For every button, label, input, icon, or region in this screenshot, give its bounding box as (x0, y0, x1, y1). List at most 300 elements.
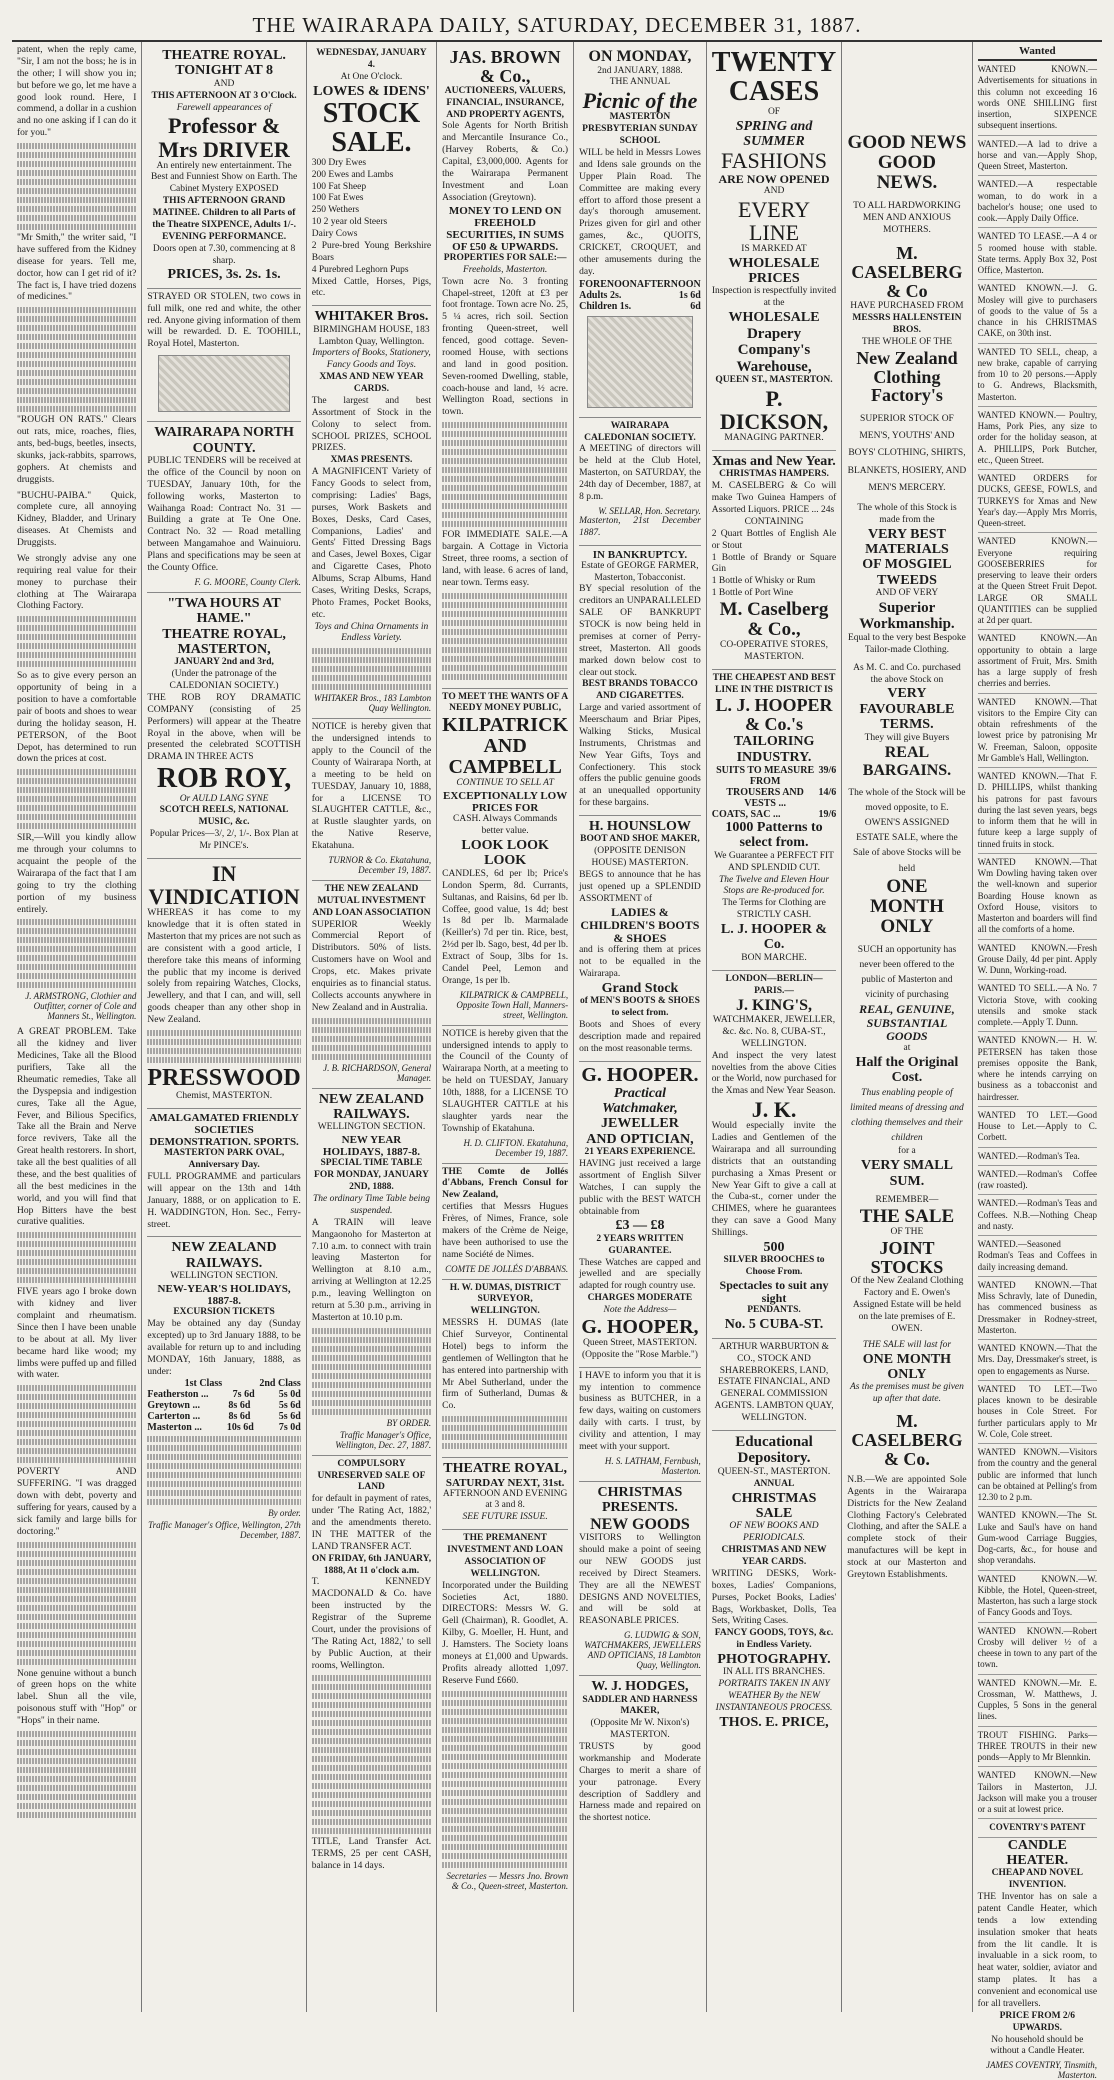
kilpatrick-ad (442, 689, 568, 1026)
ad-headline: New Zealand Clothing Factory's (856, 347, 958, 406)
ad-text: Estate of GEORGE FARMER, Masterton, Tobacconist. (581, 560, 699, 583)
ad-subtitle: VERY SMALL SUM. (860, 1158, 953, 1189)
signature: By order. (268, 1508, 301, 1519)
ad-subtitle: L. J. HOOPER & Co. (720, 922, 828, 953)
ad-subtitle: JEWELLER (601, 1116, 679, 1132)
ad-text: at (903, 1042, 911, 1053)
ad-headline: GOOD NEWS. (876, 151, 938, 193)
ad-text: M. CASELBERG & Co will make Two Guinea Hampers of Assorted Liquors. PRICE ... 24s (711, 481, 837, 516)
ad-text: Toys and China Ornaments in Endless Variety. (314, 621, 429, 644)
ad-title: IN BANKRUPTCY. (592, 548, 688, 561)
ad-text: And inspect the very latest novelties from the above Cities or the World, now purchased for the Xmas and New Year Season. (711, 1050, 837, 1097)
ad-subtitle: Practical Watchmaker, (602, 1085, 678, 1117)
fashions-ad (712, 45, 836, 451)
ad-subtitle: 500 (763, 1239, 785, 1255)
stock-sale-ad (312, 45, 431, 306)
ad-text: Chemist, MASTERTON. (176, 1091, 273, 1102)
ad-text: WILL be held in Messrs Lowes and Idens sale grounds on the Upper Plain Road. The Committee are making every effort to afford those present a day's thorough amusement. Prizes given for girl and other games, &c., QUOITS, CRICKET, CROQUET, and other amusements during the day. (579, 148, 701, 277)
article-text: patent, when the reply came, "Sir, I am not the boss; he is in the other; I will show you in; but before we go, let me have a good look round. Here, I commend, a dollar in a cushion and no one asking if I can do it for you." (17, 45, 137, 139)
ad-text: 2 YEARS WRITTEN GUARANTEE. (596, 1233, 684, 1256)
classified-item: WANTED TO SELL.—A No. 7 Victoria Stove, with cooking utensils and smoke stack complete.—Apply T. Dunn. (978, 980, 1097, 1032)
ad-text: BON MARCHE. (741, 952, 807, 963)
ad-text: A TRAIN will leave Mangaonoho for Masterton at 7.10 a.m. to connect with train leaving Masterton for Wellington at 8.10 a.m., arriving at Wellington at 12.25 p.m., leaving Wellington on return at 5.30 p.m., arriving in Masterton at 10.10 p.m. (311, 1217, 432, 1323)
ad-text: LONDON—BERLIN—PARIS.— (725, 973, 823, 996)
railways-holiday-ad (312, 1089, 431, 1456)
ad-text: CHRISTMAS HAMPERS. (719, 469, 829, 480)
ad-text: May be obtained any day (Sunday excepted) up to 3rd January 1888, to be available for return up to and including MONDAY, 16th January, 1888, as under: (147, 1319, 301, 1377)
ad-text: CHRISTMAS AND NEW YEAR CARDS. (721, 1545, 827, 1568)
ad-text: and is offering them at prices not to be equalled in the Wairarapa. (579, 945, 701, 979)
ad-text: (Opposite the "Rose Marble.") (581, 1349, 698, 1360)
investment-ad (312, 881, 431, 1089)
text-block (312, 648, 431, 690)
ad-text: An entirely new entertainment. The Best and Funniest Show on Earth. The Cabinet Mystery EXPOSED (150, 160, 298, 195)
list-item: 2 Quart Bottles of English Ale or Stout (711, 528, 837, 551)
classified-item: WANTED KNOWN.—That Wm Dowling having taken over the well-known and superior Boarding House known as Oxford House, visitors to Masterton and boarders will find all the comforts of a home. (978, 854, 1097, 940)
ad-text: N.B.—We are appointed Sole Agents in the Wairarapa Districts for the New Zealand Clothing Factory's Celebrated Clothing, and after the SALE a complete stock of their manufactures will be kept in stock at our Masterton and Greytown Establishments. (847, 1474, 967, 1580)
ad-text: NOTICE is hereby given that the undersigned intends to apply to the Council of the County of Wairarapa North, at a meeting to be held on TUESDAY, January 10, 1888, for a LICENSE TO SLAUGHTER CATTLE, &c., at Rustle slaughter yards, on the Native Reserve, Ekatahuna. (311, 722, 432, 852)
column-6 (707, 42, 842, 2012)
ad-title: H. W. DUMAS, DISTRICT SURVEYOR, WELLINGTON. (449, 1282, 561, 1317)
article-text: None genuine without a bunch of green hops on the white label. Shun all the vile, poisonous stuff with "Hop" or "Hops" in their name. (17, 1668, 137, 1726)
text-block (312, 1675, 431, 1834)
ad-text: Queen Street, MASTERTON. (583, 1337, 697, 1348)
section-heading: Wanted (978, 45, 1097, 61)
theatre-royal-notice (442, 1458, 568, 1530)
text-block (147, 1030, 300, 1063)
list-item: 300 Dry Ewes (311, 157, 367, 168)
ad-text: A MAGNIFICENT Variety of Fancy Goods to select from, comprising: Ladies' Bags, purses, Work Baskets and Boxes, Desks, Card Cases, Companions, Ladies' and Gents' Fitted Dressing Bags and Cases, Jewel Boxes, Cigar and Cigarette Cases, Photo Albums, Scrap Albums, Hand Cases, Writing Desks, Scraps, Photo Frames, Pocket Books, etc. (311, 467, 432, 620)
ad-text: TO ALL HARDWORKING MEN AND ANXIOUS MOTHERS. (853, 200, 961, 235)
ad-text: SADDLER AND HARNESS MAKER, (582, 1694, 698, 1717)
ad-text: SUPERIOR Weekly Commercial Report of Distributors. 50% of lists. Customers have on Wool and Crops, etc. Makes private enquiries as to financial status. Collects accounts anywhere in New Zealand and in Australia. (311, 919, 432, 1013)
ad-title: WAIRARAPA NORTH COUNTY. (154, 425, 294, 456)
ad-text: BEGS to announce that he has just opened up a SPLENDID ASSORTMENT of (579, 870, 701, 904)
ad-text: Freeholds, Masterton. (462, 264, 548, 275)
ad-text: CHARGES MODERATE (587, 1293, 693, 1304)
ad-text: 2nd JANUARY, 1888. (597, 65, 683, 76)
ad-subtitle: WHOLESALE PRICES (728, 255, 820, 287)
stock-list (312, 158, 431, 301)
signature: Traffic Manager's Office, Wellington, 27th December, 1887. (148, 1520, 301, 1541)
ad-text: IN ALL ITS BRANCHES. (722, 1667, 826, 1678)
friendly-societies-ad (147, 1109, 300, 1237)
ad-text: FULL PROGRAMME and particulars will appear on the 13th and 14th January, 1888, or on application to E. H. WADDINGTON, Hon. Sec., Ferry-street. (147, 1172, 301, 1230)
ad-headline: GOOD NEWS (847, 132, 967, 153)
ad-text: OF (767, 106, 781, 117)
ad-text: Farewell appearances of (176, 102, 272, 113)
ad-text: MESSRS H. DUMAS (late Chief Surveyor, Continental Hotel) begs to inform the gentlemen of Wellington that he has entered into partnership with Mr Abel Sutherland, under the firm of Sutherland, Dumas & Co. (442, 1318, 569, 1412)
compulsory-sale-ad (312, 1456, 431, 1878)
column-8 (973, 42, 1102, 2080)
classified-item: WANTED TO SELL, cheap, a new brake, capable of carrying from 10 to 20 persons.—Apply to G. Andrews, Blacksmith, Masterton. (978, 344, 1097, 407)
list-item: 4 Purebred Leghorn Pups (311, 264, 409, 275)
ad-title: COMPULSORY UNRESERVED SALE OF LAND (317, 1458, 426, 1493)
classified-item: WANTED KNOWN.— Poultry, Hams, Pork Pies, any size to order for the holiday season, at A. PHILLIPS, Pork Butcher, etc., Queen Street. (978, 407, 1097, 470)
ad-text: PROPERTIES FOR SALE:— (443, 252, 567, 263)
ad-text: WELLINGTON SECTION. (170, 1271, 278, 1282)
ad-subtitle: MONEY TO LEND ON FREEHOLD SECURITIES, IN SUMS OF £50 & UPWARDS. (446, 204, 564, 253)
classified-item: WANTED KNOWN.—That visitors to the Empire City can obtain refreshments of the lowest price by patronising Mr W. Freeman, Saloon, opposite Mr Gamble's Hall, Wellington. (978, 694, 1097, 769)
ad-subtitle: ONE MONTH ONLY (862, 1351, 952, 1383)
educational-ad (712, 1431, 836, 1735)
ad-headline: STOCK SALE. (322, 98, 421, 159)
article-text: So as to give every person an opportunity of being in a position to have a comfortable pair of boots and shoes to wear during the holiday season, H. PETERSON, of the Boot Depot, has determined to run down the prices at cost. (17, 671, 137, 765)
strayed-notice (147, 289, 300, 422)
ad-text: AFTERNOON AND EVENING at 3 and 8. (442, 1488, 568, 1511)
ad-title: H. HOUNSLOW (588, 819, 691, 835)
ad-text: MANAGING PARTNER. (724, 433, 824, 444)
price-row: FORENOON AFTERNOON (579, 278, 701, 290)
ad-headline: M. CASELBERG & Co (851, 243, 963, 302)
ad-text: SCOTCH REELS, NATIONAL MUSIC, &c. (159, 805, 289, 828)
ad-text: AND (763, 185, 785, 196)
ad-text: THE SALE will last for (862, 1339, 952, 1350)
ad-headline: M. CASELBERG & Co. (851, 1411, 963, 1470)
ad-headline: KILPATRICK AND CAMPBELL (442, 714, 569, 779)
ad-text: Sole Agents for North British and Mercantile Insurance Co., (Harvey Roberts, & Co.) Capital, £3,000,000. Agents for the Wairarapa Permanent Investment and Loan Association (Greytown). (442, 121, 569, 203)
ad-headline: Picnic of the (582, 88, 698, 114)
text-block (17, 1542, 136, 1665)
ad-text: ON FRIDAY, 6th JANUARY, 1888, At 11 o'clock a.m. (311, 1553, 432, 1576)
signature: J. B. RICHARDSON, General Manager. (323, 1062, 432, 1083)
ad-headline: L. J. HOOPER & Co.'s (715, 695, 833, 735)
hampers-ad (712, 451, 836, 670)
ad-text: FOR IMMEDIATE SALE.—A bargain. A Cottage in Victoria Street, three rooms, a section of land, with lease. 6 acres of land, near town. Terms easy. (442, 530, 569, 588)
ad-title: THEATRE ROYAL, MASTERTON, (162, 626, 286, 657)
ad-text: PENDANTS. (747, 1305, 801, 1316)
signature: W. SELLAR, Hon. Secretary. (598, 505, 701, 516)
list-item: 10 2 year old Steers (311, 217, 388, 228)
signature: J. ARMSTRONG, Clothier and Outfitter, corner of Cole and Manners St., Wellington. (25, 991, 137, 1022)
ad-text: VISITORS to Wellington should make a point of seeing our NEW GOODS just received by Direct Steamers. They are all the NEWEST DESIGNS AND NOVELTIES, and will be sold at REASONABLE PRICES. (579, 1533, 701, 1627)
ad-text: Boots and Shoes of every description made and repaired on the most reasonable terms. (579, 1020, 701, 1054)
ad-subtitle: Grand Stock (601, 980, 679, 996)
ad-title: CANDLE HEATER. (1006, 1837, 1069, 1868)
ad-text: THE ANNUAL (609, 77, 671, 88)
ad-headline: THE SALE (859, 1205, 955, 1227)
ad-text: PUBLIC TENDERS will be received at the office of the Council by noon on TUESDAY, January 10th, for the following works, Masterton to Waihanga Road: Contract No. 31 — Building a grate at Te One One. Contract No. 32 — Road metalling between Mangamahoe and Wainuioru. Plans and specifications may be seen at the County Office. (147, 456, 301, 573)
ad-headline: FASHIONS (721, 148, 827, 174)
ad-text: JANUARY 2nd and 3rd, (174, 657, 274, 668)
ad-text: As M. C. and Co. purchased the above Stock on (853, 662, 961, 685)
ad-text: HAVING just received a large assortment of English Silver Watches, I can supply the public with the BEST WATCH obtainable from (579, 1159, 701, 1217)
ad-text: THE WHOLE OF THE (861, 336, 953, 347)
list-item: 250 Wethers (311, 205, 360, 216)
text-block (147, 1436, 300, 1505)
ad-subtitle: WHOLESALE (728, 310, 820, 326)
ad-headline: Professor & Mrs DRIVER (158, 113, 290, 162)
ad-title: THE PREMANENT INVESTMENT AND LOAN ASSOCIATION OF WELLINGTON. (447, 1533, 564, 1579)
ad-title: THE NEW ZEALAND MUTUAL INVESTMENT AND LOAN ASSOCIATION (312, 883, 431, 918)
text-block (17, 143, 136, 230)
ad-text: SUPERIOR STOCK OF MEN'S, YOUTHS' AND BOYS' CLOTHING, SHIRTS, BLANKETS, HOSIERY, AND MEN'S MERCERY. (847, 414, 967, 493)
ad-text: QUEEN-ST., MASTERTON. (717, 1466, 831, 1477)
classified-item: WANTED KNOWN.—An opportunity to obtain a large assortment of Fruit, Mrs. Smith has a large supply of fresh cherries and berries. (978, 630, 1097, 693)
ad-text: CONTAINING (744, 516, 804, 527)
ad-text: AND OF VERY (875, 588, 939, 599)
ad-text: TITLE, Land Transfer Act. TERMS, 25 per cent CASH, balance in 14 days. (311, 1837, 432, 1872)
ad-text: BEST BRANDS TOBACCO AND CIGARETTES. (582, 679, 698, 702)
ad-subtitle: AND OPTICIAN, (586, 1131, 694, 1147)
ad-text: PRICE FROM 2/6 UPWARDS. (999, 2010, 1076, 2033)
warburton-ad (712, 1339, 836, 1431)
ad-headline: JAS. BROWN & Co., (449, 47, 561, 86)
classified-item: WANTED KNOWN.—The St. Luke and Saul's have on hand Gum-wood Carriage Buggies, Dog-carts, &c., for house and shop verandahs. (978, 1507, 1097, 1570)
ad-text: OF THE (890, 1226, 924, 1237)
ad-text: TO MEET THE WANTS OF A NEEDY MONEY PUBLIC, (442, 691, 569, 714)
caledonian-ad (579, 418, 701, 546)
ad-subtitle: CHRISTMAS SALE (731, 1490, 817, 1522)
signature: Secretaries — Messrs Jno. Brown & Co., Queen-street, Masterton. (446, 1870, 569, 1891)
ad-subtitle: Half the Original Cost. (855, 1054, 959, 1086)
ad-text: The Terms for Clothing are STRICTLY CASH. (722, 898, 826, 921)
ad-text: THIS AFTERNOON AT 3 O'Clock. (151, 90, 297, 101)
ad-text: These Watches are capped and jewelled and are specially adapted for rough country use. (579, 1257, 701, 1292)
ad-text: MASTERTON PRESBYTERIAN SUNDAY SCHOOL (582, 112, 698, 147)
hounslow-ad (579, 816, 701, 1062)
price-row: SUITS TO MEASURE FROM 39/6 (716, 764, 837, 787)
classified-item: WANTED.—Seasoned Rodman's Teas and Coffees in daily increasing demand. (978, 1236, 1097, 1277)
ad-text: Incorporated under the Building Societies Act, 1880. DIRECTORS: Messrs W. G. Gell (Chairman), R. Goodlet, A. Kilby, G. Moeller, H. Hunt, and J. Hamsters. The Society loans moneys at £1,000 and Upwards. Profits already allotted 1,097. Reserve Fund £660. (442, 1580, 569, 1686)
hooper-ad (579, 1062, 701, 1368)
signature: TURNOR & Co. Ekatahuna, December 19, 1887. (328, 854, 432, 875)
list-item: Mixed Cattle, Horses, Pigs, etc. (311, 276, 432, 299)
classified-item: WANTED KNOWN.—That F. D. PHILLIPS, whilst thanking his patrons for past favours during the last seven years, begs to inform them that he will in future keep a large supply of tinned fruits in stock. (978, 768, 1097, 854)
ad-text: A MEETING of directors will be held at the Club Hotel, Masterton, on SATURDAY, the 24th day of December, 1887, at 8 p.m. (579, 444, 701, 502)
whitaker-ad (312, 306, 431, 719)
ad-title: W. J. HODGES, (591, 1679, 689, 1695)
ad-title: AMALGAMATED FRIENDLY SOCIETIES DEMONSTRATION. SPORTS. (149, 1111, 299, 1149)
ad-prices: PRICES, 3s. 2s. 1s. (167, 267, 281, 283)
classified-item: WANTED KNOWN.—That the Mrs. Day, Dressmaker's street, is open to engagements as Nurse. (978, 1340, 1097, 1381)
signature: BY ORDER. (386, 1417, 432, 1428)
signature: Traffic Manager's Office, Wellington, Dec. 27, 1887. (335, 1429, 432, 1450)
ad-text: (Under the patronage of the CALEDONIAN SOCIETY.) (169, 669, 279, 692)
text-block (17, 307, 136, 412)
ad-text: for a (898, 1146, 916, 1157)
fare-row: Carterton ... 8s 6d 5s 6d (147, 1411, 301, 1423)
ad-subtitle: 1000 Patterns to select from. (725, 819, 823, 851)
column-1 (12, 42, 142, 2012)
fare-row: Featherston ... 7s 6d 5s 0d (147, 1389, 301, 1401)
loan-association-ad (442, 1530, 568, 1895)
classified-item: WANTED TO LEASE.—A 4 or 5 roomed house with stable. State terms. Apply Box 32, Post Office, Masterton. (978, 228, 1097, 280)
ad-title: Educational Depository. (735, 1433, 813, 1467)
ad-subtitle: ARE NOW OPENED (718, 171, 830, 186)
text-block (442, 593, 568, 680)
classified-item: WANTED KNOWN.—Visitors from the country and the general public are informed that lunch can be obtained at Pelling's from 12.30 to 2 p.m. (978, 1444, 1097, 1507)
dumas-ad (442, 1280, 568, 1459)
ad-text: AUCTIONEERS, VALUERS, FINANCIAL, INSURANCE, AND PROPERTY AGENTS, (444, 85, 566, 120)
ad-text: SPECIAL TIME TABLE FOR MONDAY, JANUARY 2ND, 1888. (314, 1158, 429, 1193)
article-text: FIVE years ago I broke down with kidney and liver complaint and rheumatism. Since then I have been unable to be about at all. My liver became hard like wood; my limbs were puffed up and filled with water. (17, 1287, 137, 1381)
column-5 (574, 42, 707, 2012)
ad-text: STRAYED OR STOLEN, two cows in full milk, one red and white, the other red. Anyone giving information of them will be rewarded. D. E. TOOHILL, Royal Hotel, Masterton. (147, 291, 301, 350)
ad-text: Importers of Books, Stationery, Fancy Goods and Toys. (312, 348, 431, 371)
ad-headline: ROB ROY, (156, 763, 292, 795)
ad-text: THE ROB ROY DRAMATIC COMPANY (consisting of 25 Performers) will appear at the Theatre Royal in the above, when will be presented the celebrated SCOTTISH DRAMA IN THREE ACTS (147, 692, 301, 763)
ad-subtitle: NEW-YEAR'S HOLIDAYS, 1887-8. (157, 1283, 291, 1308)
butcher-notice (579, 1368, 701, 1482)
ad-title: "TWA HOURS AT HAME." (167, 595, 281, 627)
slaughter-notice (312, 719, 431, 881)
ad-title: THEATRE ROYAL, (443, 1461, 567, 1477)
ad-subtitle: SPRING and SUMMER (735, 118, 813, 150)
text-block (17, 1232, 136, 1283)
ad-text: MASTERTON PARK OVAL, Anniversary Day. (163, 1148, 285, 1171)
ad-text: XMAS AND NEW YEAR CARDS. (319, 372, 424, 395)
ad-headline: M. Caselberg & Co., (719, 599, 829, 640)
ad-text: We Guarantee a PERFECT FIT AND SPLENDID CUT. (714, 850, 834, 873)
classified-item: WANTED ORDERS for DUCKS, GEESE, FOWLS, and TURKEYS for Xmas and New Year's day.—Apply Mrs Morris, Queen-street. (978, 470, 1097, 533)
column-3 (307, 42, 437, 2012)
ad-prices: £3 — £8 (615, 1218, 665, 1234)
ad-text: NOTICE is hereby given that the undersigned intends to apply to the Council of the County of Wairarapa North, at a meeting to be held on TUESDAY, January 10th, 1888, for a LICENSE TO SLAUGHTER CATTLE at his slaughter yards near the Township of Ekatahuna. (442, 1028, 569, 1134)
ad-subtitle: VERY FAVOURABLE TERMS. (859, 686, 955, 733)
ad-text: The largest and best Assortment of Stock in the Colony to select from. SCHOOL PRIZES, SCHOOL PRIZES. (311, 395, 432, 454)
ad-text: WEDNESDAY, JANUARY 4. (316, 48, 427, 70)
ad-text: Note the Address— (603, 1305, 677, 1316)
ad-title: ON MONDAY, (588, 48, 692, 65)
ad-text: (Opposite Mr W. Nixon's) MASTERTON. (590, 1718, 690, 1741)
ad-text: SUCH an opportunity has never been offered to the public of Masterton and vicinity of purchasing (857, 944, 957, 1001)
ad-text: Or AULD LANG SYNE (179, 793, 269, 804)
ad-text: WATCHMAKER, JEWELLER, &c. &c. No. 8, CUBA-ST., WELLINGTON. (712, 1015, 836, 1049)
ad-text: PORTRAITS TAKEN IN ANY WEATHER By the NEW INSTANTANEOUS PROCESS. (715, 1679, 833, 1714)
classified-item: WANTED.—Rodman's Coffee (raw roasted). (978, 1166, 1097, 1196)
ad-title: THEATRE ROYAL. (162, 48, 286, 63)
ad-text: Masterton, 21st December 1887. (579, 515, 701, 538)
ad-text: for default in payment of rates, under 'The Rating Act, 1882,' and the amendments thereto. IN THE MATTER of the LAND TRANSFER ACT. (311, 1494, 432, 1552)
ad-text: (OPPOSITE DENISON HOUSE) MASTERTON. (591, 846, 689, 869)
classified-item: WANTED TO LET.—Two places known to be desirable houses in Cole Street. For further particulars apply to Mr W. Cole, Cole street. (978, 1381, 1097, 1444)
text-block (442, 422, 568, 527)
ad-text: SEE FUTURE ISSUE. (462, 1512, 548, 1523)
price-row: TROUSERS AND VESTS ... 14/6 (726, 786, 837, 809)
ad-text: The whole of the Stock will be moved opposite, to E. OWEN'S ASSIGNED ESTATE SALE, where the Sale of above Stocks will be held (848, 787, 966, 874)
column-7 (842, 42, 972, 2012)
signature: F. G. MOORE, County Clerk. (194, 576, 301, 587)
ad-text: CO-OPERATIVE STORES, MASTERTON. (720, 639, 829, 662)
ad-headline: P. DICKSON, (719, 385, 829, 435)
ad-title: J. KING'S, (736, 997, 813, 1015)
ad-subtitle: No. 5 CUBA-ST. (724, 1317, 824, 1333)
ad-text: As the premises must be given up after that date. (850, 1382, 964, 1405)
ad-text: REMEMBER— (875, 1194, 939, 1205)
theatre-royal-ad (147, 45, 300, 289)
classified-item: WANTED KNOWN.—W. Kibble, the Hotel, Queen-street, Masterton, has such a large stock of Fancy Goods and Toys. (978, 1571, 1097, 1623)
text-block (17, 769, 136, 829)
classified-item: WANTED KNOWN.—New Tailors in Masterton, J.J. Jackson will make you a trouser or a suit at lowest price. (978, 1767, 1097, 1819)
ad-text: QUEEN ST., MASTERTON. (715, 375, 833, 386)
bankruptcy-ad (579, 546, 701, 816)
consul-notice (442, 1164, 568, 1280)
ad-subtitle: TONIGHT AT 8 (175, 63, 273, 79)
classified-item: WANTED.—Rodman's Tea. (978, 1148, 1097, 1166)
christmas-presents-ad (579, 1482, 701, 1676)
ad-subtitle: Drapery Company's Warehouse, (736, 325, 812, 375)
ad-subtitle: EXCEPTIONALLY LOW PRICES FOR (443, 790, 568, 815)
county-council-ad (147, 422, 300, 593)
signature: KILPATRICK & CAMPBELL, Opposite Town Hall, Manners-street, Wellington. (456, 989, 569, 1020)
ad-subtitle: VERY BEST MATERIALS (865, 526, 949, 557)
text-block (17, 1385, 136, 1463)
ad-text: IS MARKED AT (741, 243, 807, 254)
thistle-illustration (587, 316, 692, 408)
ad-headline: PRESSWOOD (147, 1064, 301, 1091)
article-text: "ROUGH ON RATS." Clears out rats, mice, roaches, flies, ants, bed-bugs, beetles, insects, skunks, jack-rabbits, sparrows, gophers. At chemists and druggists. (17, 415, 137, 485)
article-text: A GREAT PROBLEM. Take all the kidney and liver Medicines, Take all the Blood purifiers, Take all the Rheumatic remedies, Take all the Dyspepsia and indigestion cures, Take all the Ague, Fever, and Bilious Specifics, Take all the Brain and Nerve force revivers, Take all the Great health restorers. In short, take all the best qualities of all these, and the best qualities of all the best medicines in the world, and you will find that Hop Bitters have the best curative qualities. (17, 1027, 137, 1228)
ad-headline: ONE MONTH ONLY (870, 875, 944, 937)
signature: G. LUDWIG & SON, WATCHMAKERS, JEWELLERS AND OPTICIANS, 18 Lambton Quay, Wellington. (584, 1630, 701, 1671)
ad-title: WHITAKER Bros. (314, 309, 429, 325)
ad-text: CANDLES, 6d per lb; Price's London Sperm, 8d. Currants, Sultanas, and Raisins, 6d per lb. Coffee, good value, 1s 4d; best 1s 8d per lb. Marmalade (Keiller's) 7d per tin. Rice, best, 2½d per lb. Sago, best, 4d per lb. Extract of Soup, 3lbs for 1s. Candel Peel, Lemon and Orange, 1s per lb. (442, 868, 569, 986)
ad-text: HAVE PURCHASED FROM (850, 301, 964, 312)
list-item: 1 Bottle of Port Wine (711, 588, 794, 599)
ad-headline: TWENTY (711, 47, 837, 78)
ad-text: CONTINUE TO SELL AT (456, 778, 554, 789)
text-block (312, 1018, 431, 1060)
signature: H. S. LATHAM, Fernbush, Masterton. (604, 1455, 701, 1476)
ad-text: WHEREAS it has come to my knowledge that it is often stated in Masterton that my prices are not such as are consistent with a good article, I therefore take this means of informing the public that my income is derived solely from repairing Watches, Clocks, Jewellery, and that I can, and will, sell goods cheaper than any other shop in New Zealand. (147, 908, 301, 1026)
ad-text: Town acre No. 3 fronting Chapel-street, 120ft at £3 per foot frontage. Town acre No. 25, 5 ¼ acres, rich soil. Section fronting Queen-street, well fenced, good cottage. Seven-roomed House, with sections and land in good position. Seven-roomed Dwelling, stable, coach-house and land, ½ acre. Wellington Road, sections in town. (442, 276, 569, 418)
classified-item: WANTED KNOWN.—Mr. E. Crossman, W. Matthews, J. Cupples, 5 Sons in the general lines. (978, 1675, 1097, 1727)
list-item: 100 Fat Sheep (311, 181, 367, 192)
classified-item: WANTED KNOWN.—Everyone requiring GOOSEBERRIES for preserving to leave their orders at the Queen Street Fruit Depot. LARGE OR SMALL QUANTITIES can be supplied at 2d per quart. (978, 533, 1097, 630)
ad-text: Large and varied assortment of Meerschaum and Briar Pipes, Walking Sticks, Musical Instruments, Christmas and New Year Gifts, Toys and Confectionery. This stock offers the public genuine goods at an unequalled opportunity for these bargains. (579, 703, 701, 809)
price-row: Children 1s. 6d (579, 300, 701, 312)
ad-text: The ordinary Time Table being suspended. (312, 1194, 430, 1216)
ad-text: The whole of this Stock is made from the (857, 502, 957, 525)
classified-item: WANTED KNOWN.—Fresh Grouse Daily, 4d per pint. Apply W. Dunn, Working-road. (978, 940, 1097, 981)
railways-ad (147, 1237, 300, 1545)
twa-hours-ad (147, 593, 300, 859)
ad-text: THE Inventor has on sale a patent Candle Heater, which tends a low extending insulation smoker that heats from the lit candle. It is invaluable in a sick room, to heat water, soldier, aviator and stamp plates. It has a convenient and economical use for all travellers. (977, 1892, 1098, 2009)
classified-item: WANTED KNOWN.—That Miss Schravly, late of Dunedin, has commenced business as Dressmaker in Rodney-street, Masterton. (978, 1277, 1097, 1340)
ad-text: BOOT AND SHOE MAKER, (580, 834, 700, 845)
classified-item: WANTED KNOWN.—Advertisements for situations in this column not exceeding 16 words ONE SHILLING first insertion, SIXPENCE subsequent insertions. (978, 61, 1097, 136)
ad-subtitle: REAL, GENUINE, SUBSTANTIAL GOODS (859, 1002, 955, 1043)
text-block (442, 1416, 568, 1449)
classified-item: COVENTRY'S PATENT (978, 1819, 1097, 1837)
text-block (17, 919, 136, 988)
ad-text: of MEN'S BOOTS & SHOES to select from. (580, 996, 700, 1019)
ad-subtitle: TAILORING INDUSTRY. (733, 734, 815, 765)
crest-illustration (158, 355, 290, 412)
columns (12, 42, 1102, 2080)
article-text: SIR,—Will you kindly allow me through your columns to acquaint the people of the Wairarapa of the fact that I am going to try the clothing portion of my business entirely. (17, 833, 137, 915)
ad-subtitle: Spectacles to suit any sight (719, 1278, 829, 1306)
ad-text: CASH. Always Commands better value. (453, 814, 558, 837)
ad-headline: G. HOOPER. (581, 1063, 699, 1086)
ad-text: Doors open at 7.30, commencing at 8 sharp. (152, 243, 296, 266)
ad-text: No household should be without a Candle Heater. (990, 2034, 1085, 2057)
signature: H. D. CLIFTON. Ekatahuna, December 19, 1887. (463, 1137, 569, 1158)
vindication-ad (147, 859, 300, 1109)
ad-text: TRUSTS by good workmanship and Moderate Charges to merit a share of your patronage. Every description of Saddlery and Harness made and repaired on the shortest notice. (579, 1742, 701, 1824)
ad-headline: IN VINDICATION (148, 860, 300, 910)
fare-row: Masterton ... 10s 6d 7s 0d (147, 1422, 301, 1434)
ad-subtitle: THOS. E. PRICE, (719, 1714, 829, 1730)
ad-subtitle: NEW GOODS (590, 1515, 690, 1533)
article-text: We strongly advise any one requiring real value for their money to purchase their clothing at The Wairarapa Clothing Factory. (17, 553, 137, 612)
ad-text: Equal to the very best Bespoke Tailor-made Clothing. (847, 632, 966, 655)
ad-text: THE CHEAPEST AND BEST LINE IN THE DISTRICT IS (712, 672, 836, 695)
column-2 (142, 42, 306, 2012)
ad-text: BY special resolution of the creditors an UNPARALLELED SALE OF BANKRUPT STOCK is now being held in premises at corner of Perry-street, Masterton. All goods marked down below cost to clear out stock. (579, 584, 701, 678)
list-item: 100 Fat Ewes (311, 193, 364, 204)
